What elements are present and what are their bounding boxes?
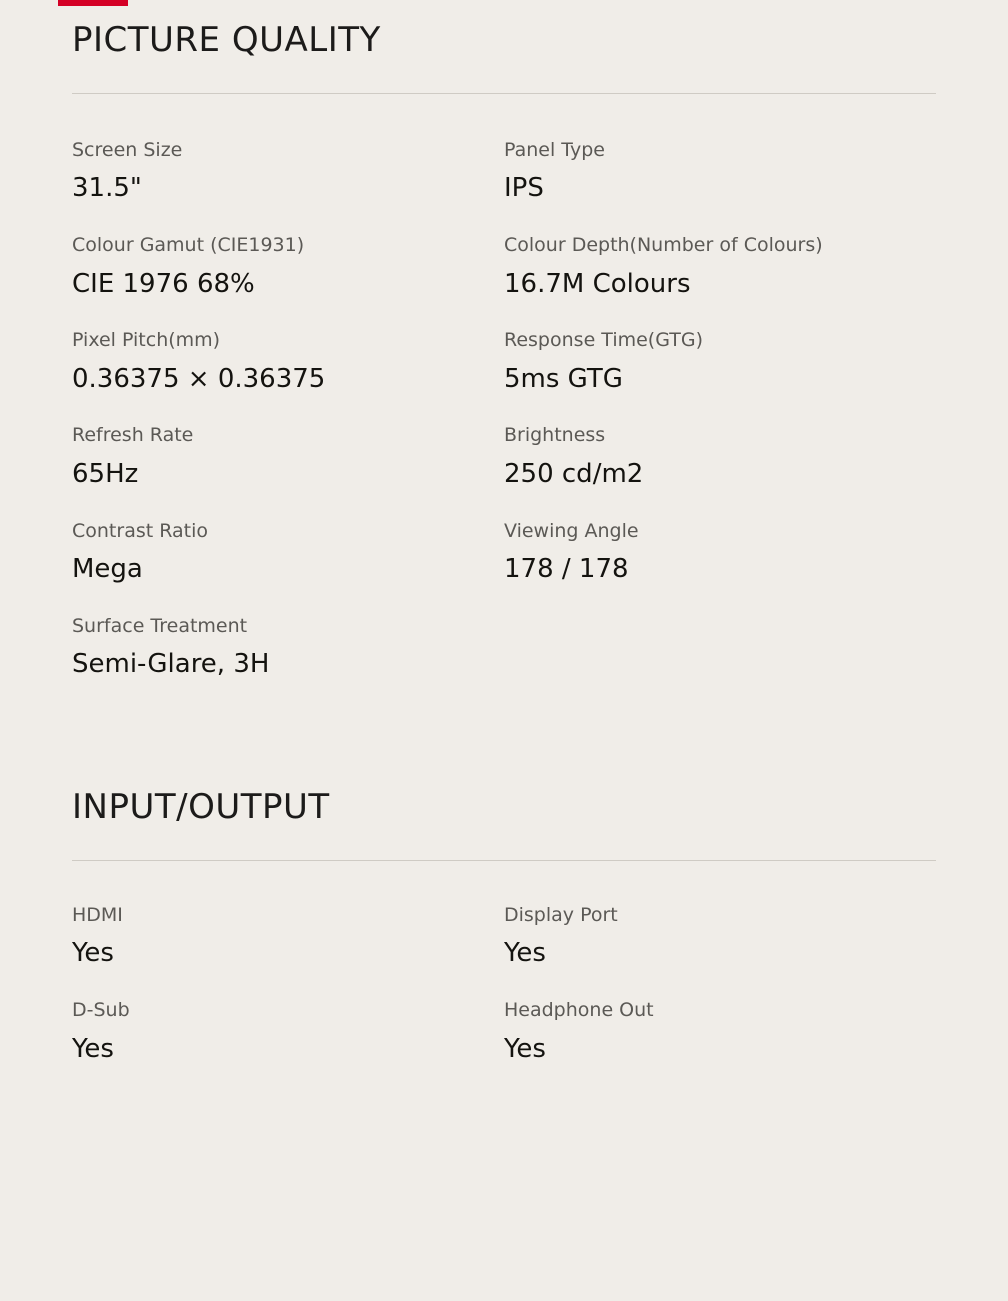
spec-item bbox=[504, 423, 936, 518]
spec-label: Viewing Angle bbox=[504, 519, 639, 542]
spec-label: Panel Type bbox=[504, 138, 605, 161]
spec-item bbox=[72, 423, 504, 518]
spec-item bbox=[72, 614, 504, 709]
spec-grid-picture-quality bbox=[72, 94, 936, 709]
spec-value: 65Hz bbox=[72, 459, 139, 490]
spec-item bbox=[504, 138, 936, 233]
spec-value: Yes bbox=[504, 938, 546, 969]
spec-value: 250 cd/m2 bbox=[504, 459, 644, 490]
spec-grid-input-output bbox=[72, 861, 936, 1093]
spec-item bbox=[504, 328, 936, 423]
spec-label: Colour Depth(Number of Colours) bbox=[504, 233, 823, 256]
spec-label: Pixel Pitch(mm) bbox=[72, 329, 221, 352]
spec-item bbox=[504, 998, 936, 1093]
spec-label: Contrast Ratio bbox=[72, 519, 209, 542]
spec-item bbox=[504, 233, 936, 328]
spec-value: 16.7M Colours bbox=[504, 268, 691, 299]
spec-label: Surface Treatment bbox=[72, 614, 248, 637]
spec-item bbox=[72, 233, 504, 328]
spec-value: 5ms GTG bbox=[504, 363, 623, 394]
spec-label: Headphone Out bbox=[504, 998, 654, 1021]
spec-value: Yes bbox=[72, 1033, 114, 1064]
spec-item-empty bbox=[504, 614, 936, 709]
spec-item bbox=[72, 903, 504, 998]
spec-value: Yes bbox=[72, 938, 114, 969]
spec-label: Screen Size bbox=[72, 138, 183, 161]
section-title-input-output: INPUT/OUTPUT bbox=[72, 786, 330, 827]
spec-item bbox=[72, 998, 504, 1093]
spec-label: Display Port bbox=[504, 903, 618, 926]
spec-label: Brightness bbox=[504, 424, 606, 447]
spec-label: Refresh Rate bbox=[72, 424, 194, 447]
spec-value: 0.36375 × 0.36375 bbox=[72, 363, 326, 394]
spec-value: Yes bbox=[504, 1033, 546, 1064]
spec-item bbox=[72, 519, 504, 614]
spec-item bbox=[72, 328, 504, 423]
spec-value: 31.5" bbox=[72, 173, 142, 204]
spec-item bbox=[72, 138, 504, 233]
section-input-output bbox=[72, 767, 936, 1093]
spec-label: D-Sub bbox=[72, 998, 130, 1021]
accent-bar bbox=[58, 0, 128, 6]
spec-value: 178 / 178 bbox=[504, 554, 629, 585]
section-picture-quality bbox=[72, 0, 936, 709]
spec-label: Colour Gamut (CIE1931) bbox=[72, 233, 305, 256]
spec-label: Response Time(GTG) bbox=[504, 329, 703, 352]
spec-item bbox=[504, 903, 936, 998]
spec-label: HDMI bbox=[72, 903, 123, 926]
section-title-picture-quality: PICTURE QUALITY bbox=[72, 20, 381, 60]
spec-value: CIE 1976 68% bbox=[72, 268, 255, 299]
spec-item bbox=[504, 519, 936, 614]
spec-value: IPS bbox=[504, 173, 544, 204]
spec-value: Mega bbox=[72, 554, 143, 585]
section-spacer bbox=[72, 709, 936, 767]
spec-value: Semi-Glare, 3H bbox=[72, 649, 270, 680]
